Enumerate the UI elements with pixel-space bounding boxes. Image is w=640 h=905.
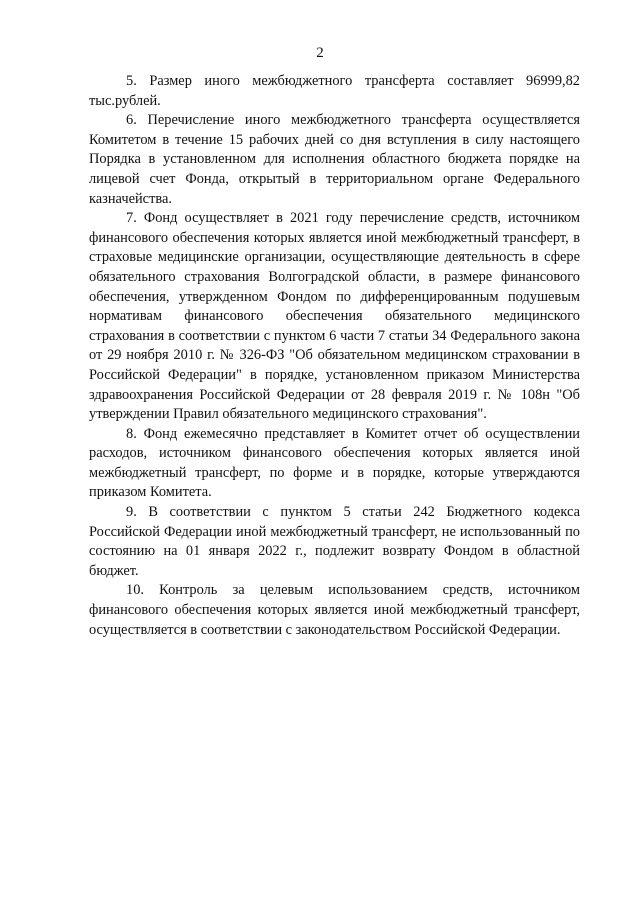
paragraph-10-control: 10. Контроль за целевым использованием средств, источником финансового обеспечения которых является иной межбюджетный трансферт, осуществляется в соответствии с законодательством Российской Федерации.	[89, 582, 580, 638]
page-number: 2	[316, 45, 324, 61]
paragraph-8-monthly-report: 8. Фонд ежемесячно представляет в Комитет отчет об осуществлении расходов, источником финансового обеспечения которых является иной межбюджетный трансферт, по форме и в порядке, которые утверждаются приказом Комитета.	[89, 425, 580, 501]
paragraph-5-transfer-amount: 5. Размер иного межбюджетного трансферта составляет 96999,82 тыс.рублей.	[89, 73, 580, 109]
paragraph-7-fund-payments: 7. Фонд осуществляет в 2021 году перечисление средств, источником финансового обеспечения которых является иной межбюджетный трансферт, в страховые медицинские организации, осуществляющие деятельность в сфере обязательного страхования Волгоградской области, в размере финансового обеспечения, утвержденном Фондом по дифференцированным подушевым нормативам финансового обеспечения обязательного медицинского страхования в соответствии с пунктом 6 части 7 статьи 34 Федерального закона от 29 ноября 2010 г. № 326-ФЗ "Об обязательном медицинском страховании в Российской Федерации" в порядке, установленном приказом Министерства здравоохранения Российской Федерации от 28 февраля 2019 г. № 108н "Об утверждении Правил обязательного медицинского страхования".	[89, 210, 580, 423]
document-body	[89, 72, 580, 640]
paragraph-6-transfer-procedure: 6. Перечисление иного межбюджетного трансферта осуществляется Комитетом в течение 15 рабочих дней со дня вступления в силу настоящего Порядка в установленном для исполнения областного бюджета порядке на лицевой счет Фонда, открытый в территориальном органе Федерального казначейства.	[89, 112, 580, 207]
paragraph-9-unused-funds-return: 9. В соответствии с пунктом 5 статьи 242 Бюджетного кодекса Российской Федерации иной межбюджетный трансферт, не использованный по состоянию на 01 января 2022 г., подлежит возврату Фондом в областной бюджет.	[89, 504, 580, 579]
